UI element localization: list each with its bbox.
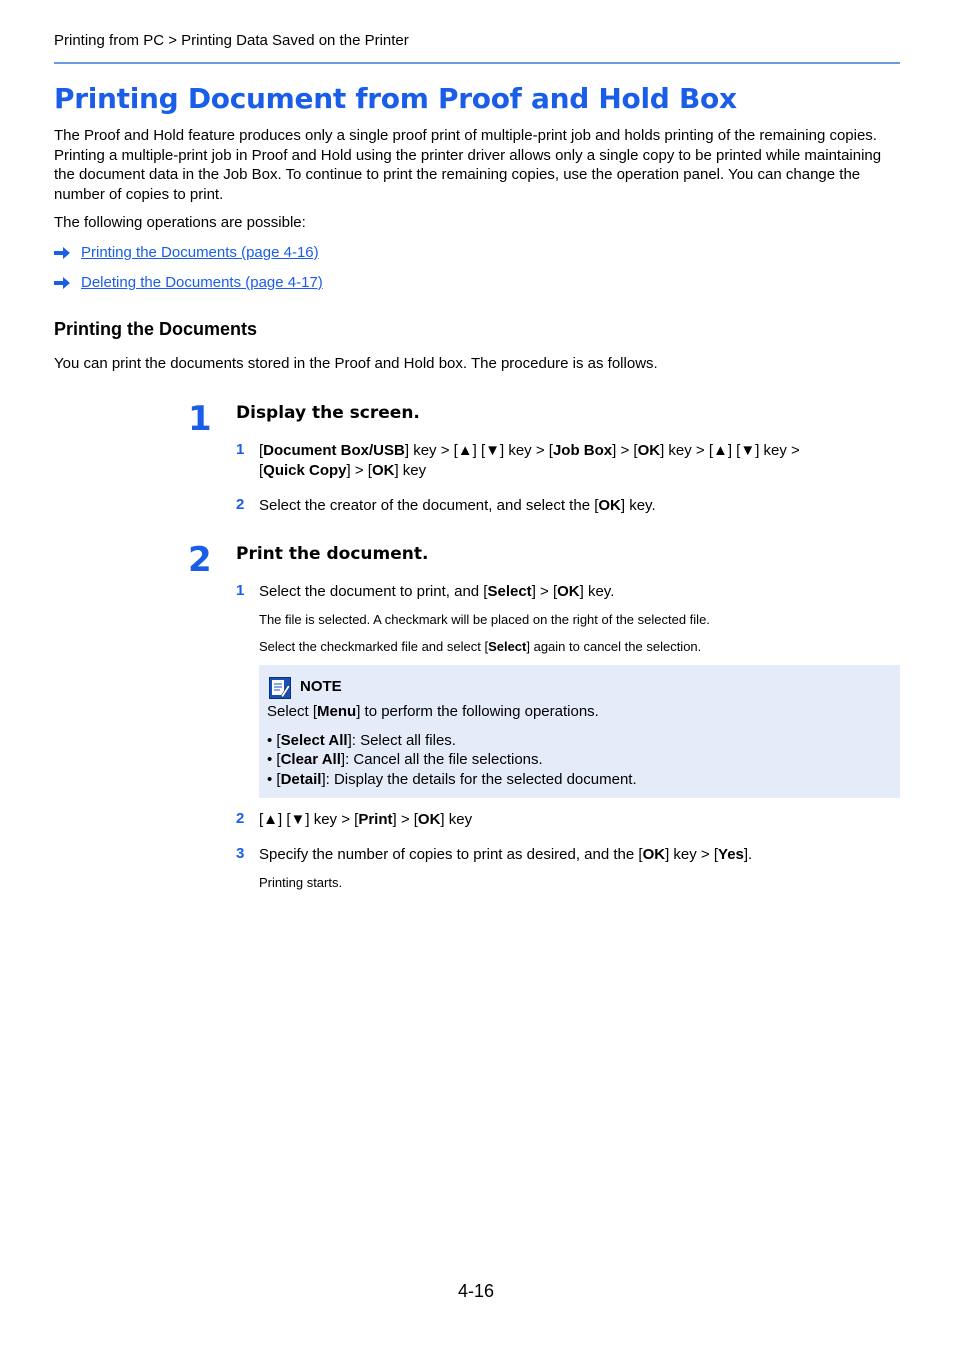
text-run: ]: Display the details for the selected document. (321, 771, 637, 788)
page-title: Printing Document from Proof and Hold Box (54, 82, 737, 115)
text-run: [ (259, 442, 264, 459)
text-run: ] key. (620, 497, 656, 514)
arrow-right-icon (54, 247, 70, 259)
note-item (267, 751, 543, 768)
text-run: The file is selected. A checkmark will be placed on the right of the selected file. (259, 612, 710, 627)
text-run: ] > [ (531, 583, 558, 600)
bold-term: OK (598, 497, 621, 514)
text-run: ] key > [ (665, 846, 719, 863)
header-rule (54, 62, 900, 64)
link-deleting-documents[interactable]: Deleting the Documents (page 4-17) (81, 274, 323, 291)
bold-term: Select (488, 639, 527, 654)
note-icon (269, 677, 291, 699)
bold-term: Clear All (280, 751, 341, 768)
text-run: Select the creator of the document, and select the [ (259, 497, 599, 514)
substep-text (259, 496, 859, 516)
step-number: 2 (188, 540, 212, 580)
substep-text (259, 441, 859, 480)
bold-term: Select All (280, 732, 348, 749)
substep-detail (259, 639, 701, 654)
breadcrumb: Printing from PC > Printing Data Saved on the Printer (54, 32, 409, 49)
bold-term: OK (371, 461, 395, 479)
bold-term: OK (637, 442, 661, 459)
bold-term: Print (358, 811, 393, 828)
substep-number: 1 (236, 441, 245, 458)
bold-term: Document Box/USB (263, 442, 405, 459)
text-run: Select [ (267, 703, 318, 720)
arrow-right-icon (54, 277, 70, 289)
note-item (267, 771, 637, 788)
text-run: • [ (267, 751, 281, 768)
text-run: Select the document to print, and [ (259, 583, 488, 600)
bold-term: OK (557, 583, 580, 600)
substep-number: 2 (236, 496, 245, 513)
text-run: Select the checkmarked file and select [ (259, 639, 489, 654)
text-run: ] again to cancel the selection. (526, 639, 702, 654)
text-run: ]. (743, 846, 753, 863)
text-run: ] key > [▲] [▼] key > (660, 442, 800, 459)
step-title: Print the document. (236, 544, 429, 564)
text-run: ] key > [▲] [▼] key > [ (404, 442, 553, 459)
text-run: ] > [ (612, 442, 638, 459)
text-run: ]: Cancel all the file selections. (340, 751, 543, 768)
step-title: Display the screen. (236, 403, 420, 423)
substep-number: 1 (236, 582, 245, 599)
substep-text (259, 810, 859, 830)
substep-number: 3 (236, 845, 245, 862)
text-run: [▲] [▼] key > [ (259, 811, 359, 828)
text-run: Specify the number of copies to print as desired, and the [ (259, 846, 643, 863)
step-number: 1 (188, 399, 212, 439)
text-run: ] key (394, 461, 427, 479)
section-intro: You can print the documents stored in the Proof and Hold box. The procedure is as follows. (54, 355, 658, 372)
note-intro (267, 703, 599, 720)
text-run: ]: Select all files. (347, 732, 456, 749)
operations-lead: The following operations are possible: (54, 214, 306, 231)
link-printing-documents[interactable]: Printing the Documents (page 4-16) (81, 244, 319, 261)
substep-line (259, 441, 859, 461)
note-box (259, 665, 900, 798)
text-run: ] key. (579, 583, 615, 600)
bold-term: Select (487, 583, 532, 600)
section-title: Printing the Documents (54, 319, 258, 339)
bold-term: Quick Copy (263, 461, 347, 479)
bold-term: Job Box (552, 442, 613, 459)
substep-detail (259, 612, 710, 627)
text-run: ] to perform the following operations. (356, 703, 599, 720)
page-number: 4-16 (458, 1281, 495, 1301)
bold-term: Yes (718, 846, 744, 863)
text-run: • [ (267, 771, 281, 788)
bold-term: OK (642, 846, 666, 863)
text-run: ] key (440, 811, 473, 828)
substep-detail (259, 875, 342, 890)
bold-term: Detail (280, 771, 322, 788)
substep-line (259, 461, 859, 481)
text-run: Printing starts. (259, 875, 343, 890)
intro-paragraph: The Proof and Hold feature produces only a single proof print of multiple-print job and holds printing of the remaining copies. Printing a multiple-print job in Proof and Hold using the printer driver allows only a single copy to be printed while maintaining the document data in the Job Box. To continue to print the remaining copies, use the operation panel. You can change the number of copies to print. (54, 127, 882, 203)
substep-number: 2 (236, 810, 245, 827)
note-label: NOTE (300, 678, 342, 695)
text-run: ] > [ (392, 811, 418, 828)
bold-term: Menu (317, 703, 357, 720)
text-run: ] > [ (346, 461, 372, 479)
bold-term: OK (417, 811, 441, 828)
text-run: • [ (267, 732, 281, 749)
substep-text (259, 582, 859, 602)
note-item (267, 732, 456, 749)
substep-text (259, 845, 859, 865)
text-run: [ (259, 461, 264, 479)
